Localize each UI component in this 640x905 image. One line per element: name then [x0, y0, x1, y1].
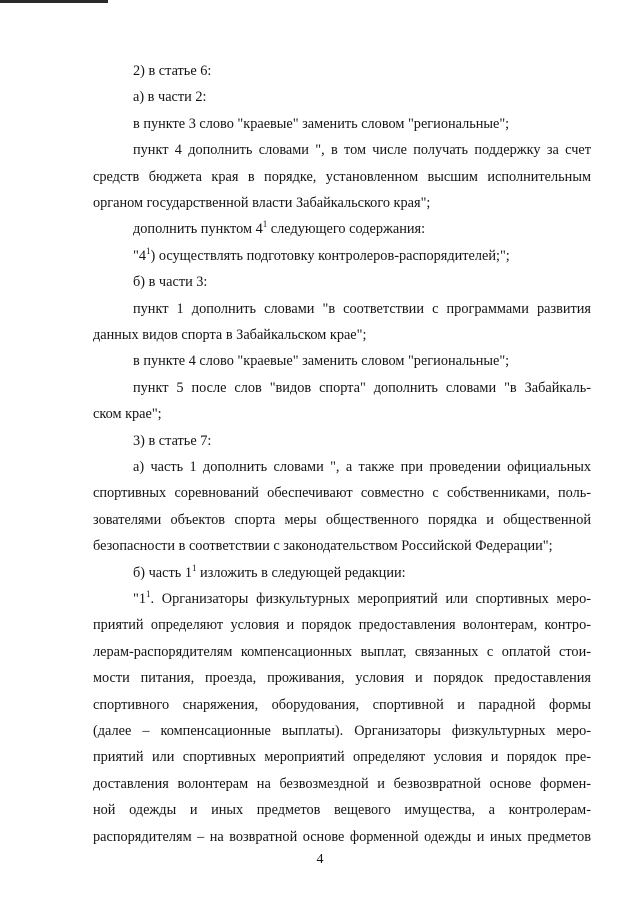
- text-fragment: следующего содержания:: [267, 221, 426, 238]
- text-fragment: . Организаторы физкультурных мероприятий или спортивных меро-: [150, 591, 591, 607]
- text-line: зователями объектов спорта меры общественного порядка и общественной: [93, 511, 591, 528]
- text-line: [133, 247, 510, 265]
- text-line: приятий определяют условия и порядок предоставления волонтерам, контро-: [93, 617, 591, 634]
- text-line: безопасности в соответствии с законодательством Российской Федерации";: [93, 538, 553, 555]
- text-line: 3) в статье 7:: [133, 432, 212, 449]
- superscript: 1: [262, 219, 268, 230]
- text-fragment: "4: [133, 247, 146, 264]
- text-line: [133, 590, 591, 608]
- text-line: мости питания, проезда, проживания, условия и порядок предоставления: [93, 670, 591, 687]
- text-fragment: дополнить пунктом 4: [133, 221, 263, 238]
- text-line: [133, 564, 406, 582]
- superscript: 1: [191, 562, 197, 573]
- text-line: а) часть 1 дополнить словами ", а также при проведении официальных: [133, 459, 591, 475]
- text-line: б) в части 3:: [133, 274, 208, 291]
- text-fragment: б) часть 1: [133, 564, 192, 581]
- text-line: [133, 220, 425, 238]
- text-line: а) в части 2:: [133, 89, 207, 106]
- text-line: пункт 1 дополнить словами "в соответствии с программами развития: [133, 300, 591, 317]
- superscript: 1: [146, 589, 151, 599]
- text-line: спортивных соревнований обеспечивают совместно с собственниками, поль-: [93, 485, 591, 502]
- text-line: данных видов спорта в Забайкальском крае";: [93, 327, 367, 343]
- text-line: органом государственной власти Забайкальского края";: [93, 195, 431, 211]
- text-line: пункт 5 после слов "видов спорта" дополнить словами "в Забайкаль-: [133, 379, 591, 396]
- text-fragment: "1: [133, 591, 146, 607]
- text-line: пункт 4 дополнить словами ", в том числе получать поддержку за счет: [133, 142, 591, 159]
- text-line: приятий или спортивных мероприятий определяют условия и порядок пре-: [93, 749, 591, 766]
- page-number: 4: [316, 852, 324, 867]
- text-line: ной одежды и иных предметов вещевого имущества, а контролерам-: [93, 802, 591, 819]
- text-line: спортивного снаряжения, оборудования, спортивной и парадной формы: [93, 696, 591, 713]
- text-line: средств бюджета края в порядке, установленном высшим исполнительным: [93, 168, 591, 185]
- text-line: (далее – компенсационные выплаты). Организаторы физкультурных меро-: [93, 723, 591, 739]
- text-line: 2) в статье 6:: [133, 63, 212, 79]
- text-line: ском крае";: [93, 406, 162, 423]
- text-line: распорядителям – на возвратной основе форменной одежды и иных предметов: [93, 828, 591, 845]
- text-line: в пункте 3 слово "краевые" заменить словом "региональные";: [133, 115, 510, 132]
- text-line: в пункте 4 слово "краевые" заменить словом "региональные";: [133, 353, 510, 370]
- superscript: 1: [146, 245, 151, 256]
- text-line: доставления волонтерам на безвозмездной и безвозвратной основе формен-: [93, 775, 591, 792]
- text-fragment: ) осуществлять подготовку контролеров-распорядителей;";: [150, 247, 510, 264]
- text-line: лерам-распорядителям компенсационных выплат, связанных с оплатой стои-: [93, 643, 591, 660]
- text-fragment: изложить в следующей редакции:: [196, 564, 406, 581]
